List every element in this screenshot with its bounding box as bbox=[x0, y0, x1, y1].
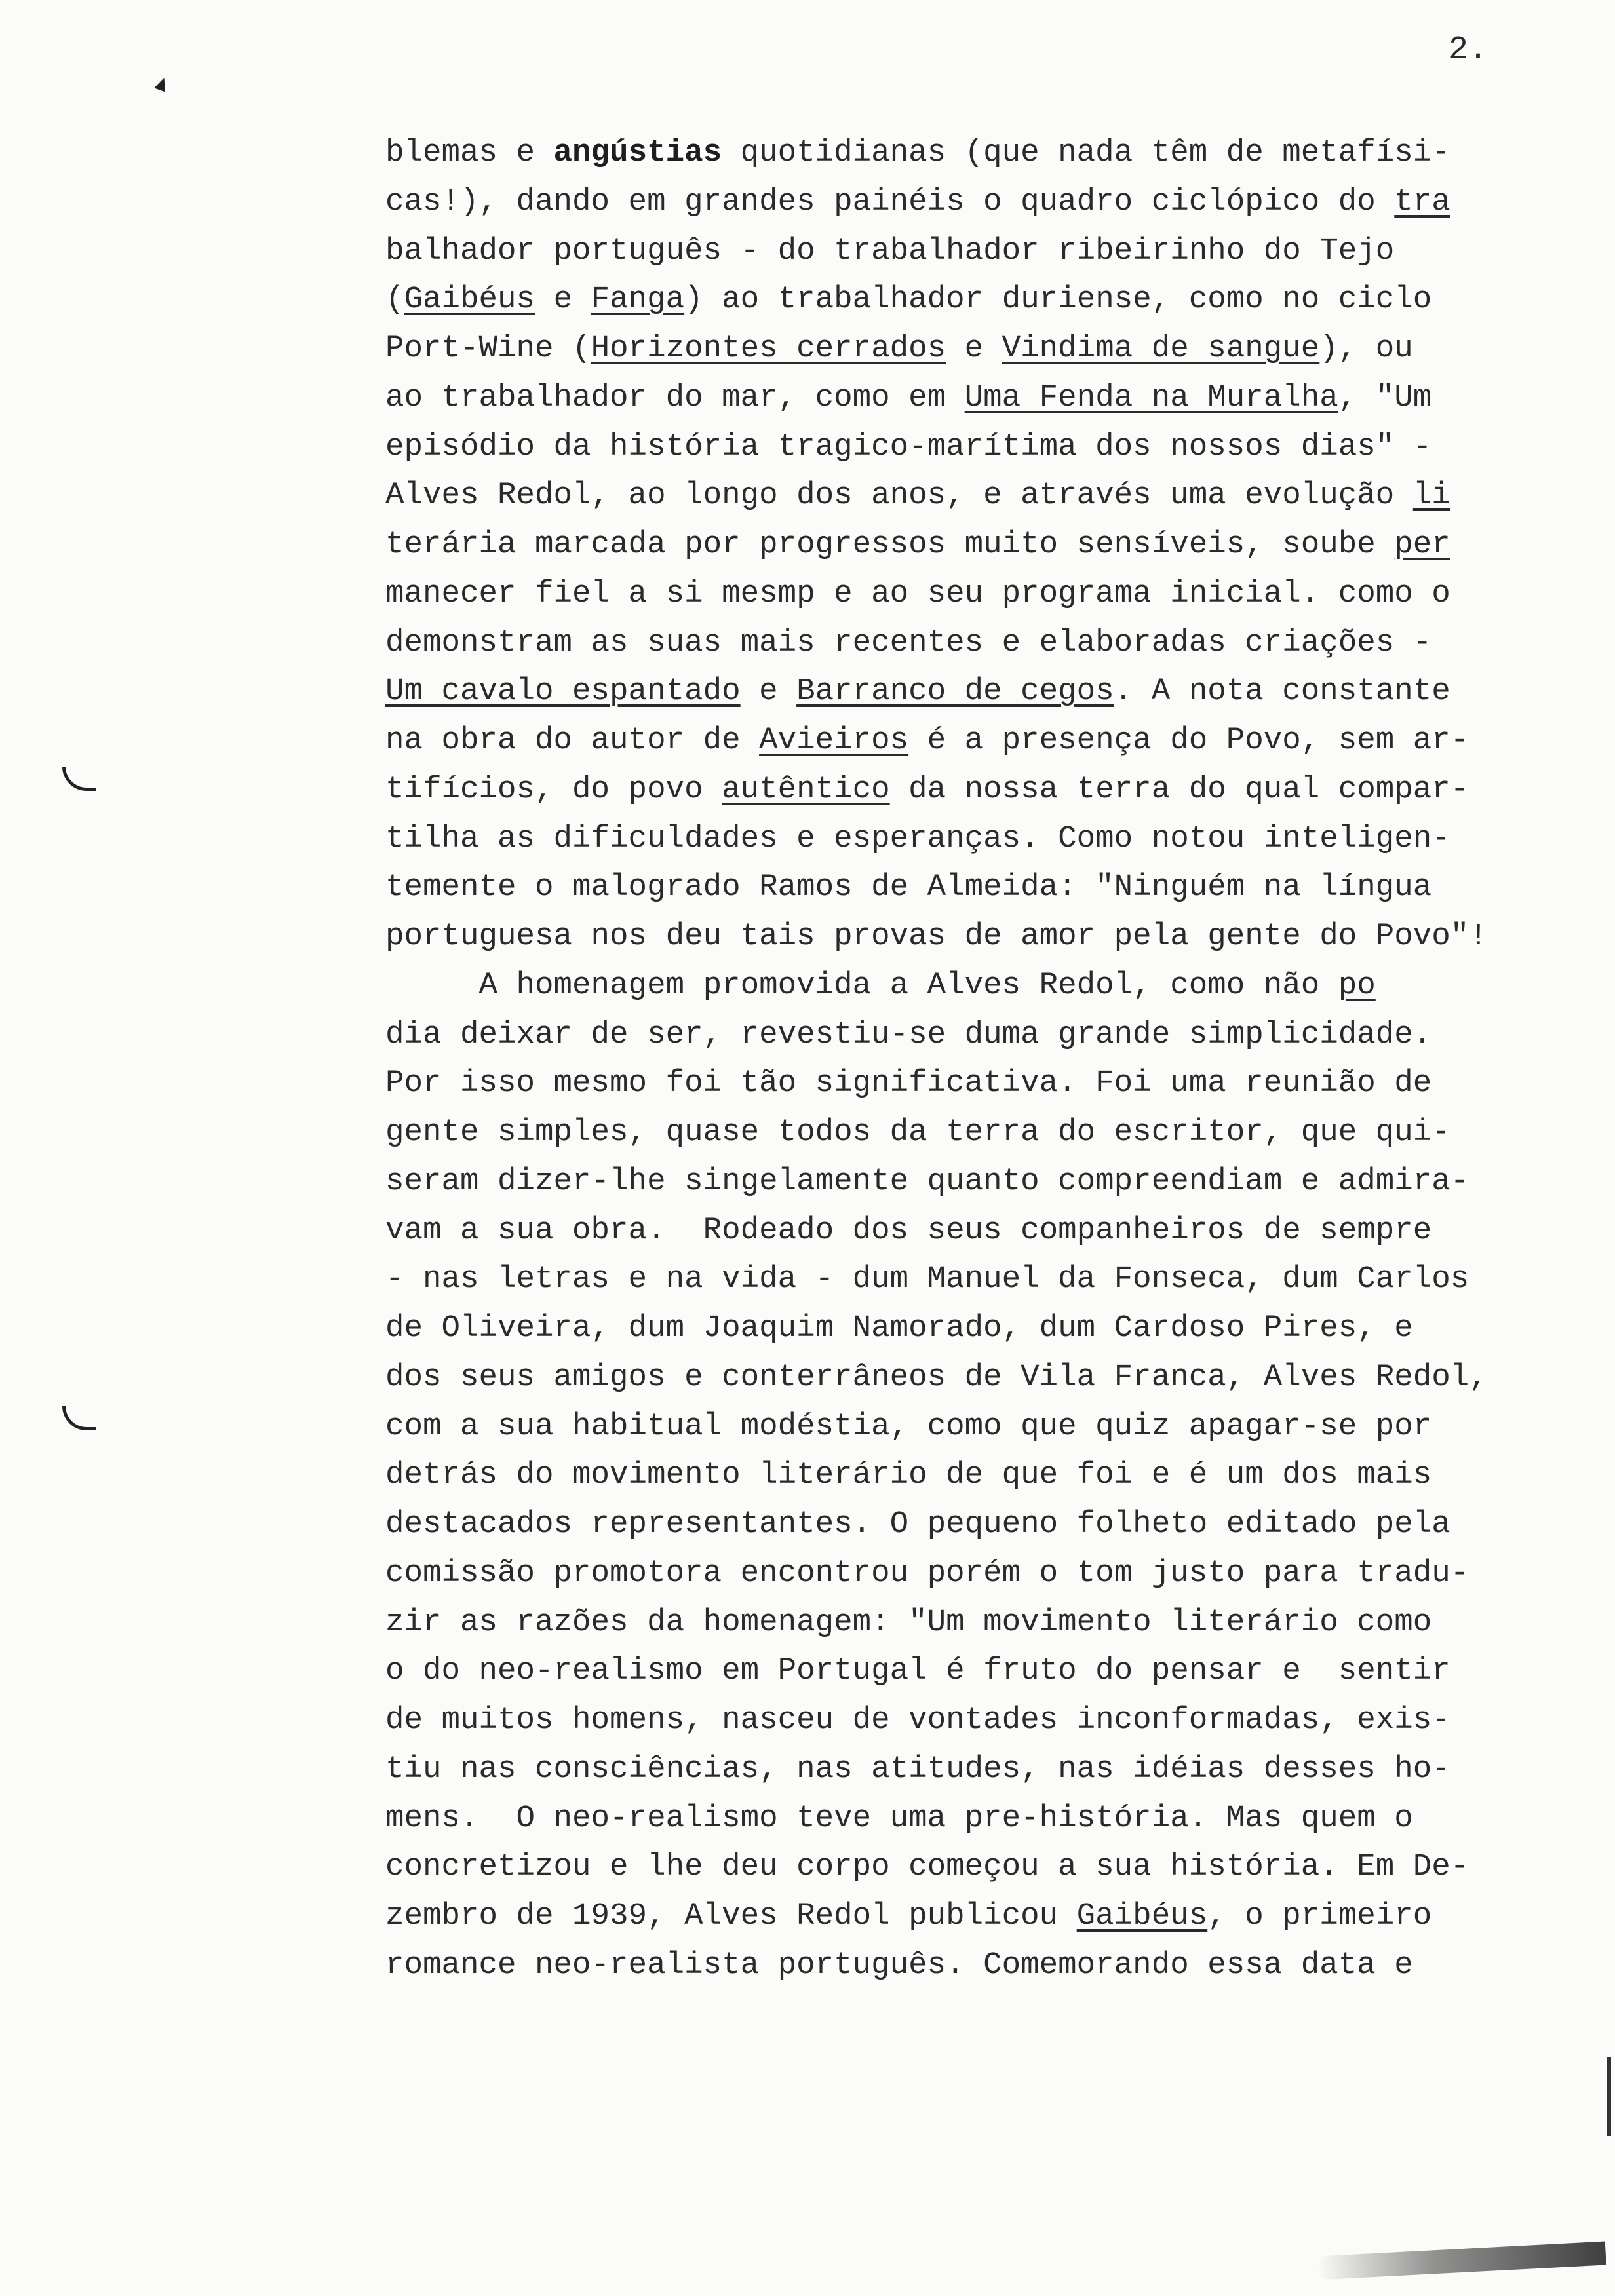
text-line bbox=[385, 863, 1488, 912]
text-segment: comissão promotora encontrou porém o tom justo para tradu- bbox=[385, 1555, 1469, 1591]
text-segment: dia deixar de ser, revestiu-se duma grande simplicidade. bbox=[385, 1016, 1432, 1052]
text-segment: portuguesa nos deu tais provas de amor pela gente do Povo"! bbox=[385, 919, 1488, 954]
text-line bbox=[385, 423, 1488, 472]
text-line bbox=[385, 912, 1488, 961]
underlined-title: autêntico bbox=[722, 771, 890, 807]
ink-speck-mark bbox=[154, 76, 170, 92]
underlined-title: Fanga bbox=[591, 282, 685, 318]
text-line bbox=[385, 1353, 1488, 1402]
text-line bbox=[385, 1059, 1488, 1108]
text-line bbox=[385, 128, 1488, 178]
underlined-title: Uma Fenda na Muralha bbox=[964, 379, 1338, 415]
text-segment: tiu nas consciências, nas atitudes, nas idéias desses ho- bbox=[385, 1751, 1450, 1787]
text-segment: ), ou bbox=[1319, 331, 1413, 366]
text-line bbox=[385, 1451, 1488, 1500]
text-line bbox=[385, 373, 1488, 423]
text-segment: cas!), dando em grandes painéis o quadro ciclópico do bbox=[385, 183, 1395, 220]
text-segment: zembro de 1939, Alves Redol publicou bbox=[385, 1898, 1077, 1934]
text-line bbox=[385, 765, 1488, 814]
text-segment: quotidianas (que nada têm de metafísi- bbox=[722, 135, 1450, 170]
text-segment: - nas letras e na vida - dum Manuel da Fonseca, dum Carlos bbox=[385, 1261, 1469, 1297]
text-segment: mens. O neo-realismo teve uma pre-história. Mas quem o bbox=[385, 1800, 1413, 1836]
text-line bbox=[385, 1745, 1488, 1794]
text-segment: terária marcada por progressos muito sensíveis, soube bbox=[385, 527, 1395, 562]
text-segment: gente simples, quase todos da terra do escritor, que qui- bbox=[385, 1115, 1450, 1150]
text-line bbox=[385, 471, 1488, 520]
underlined-title: Gaibéus bbox=[1076, 1898, 1208, 1934]
text-line bbox=[385, 1157, 1488, 1206]
text-line bbox=[385, 1892, 1488, 1941]
text-segment: Por isso mesmo foi tão significativa. Foi uma reunião de bbox=[385, 1065, 1432, 1101]
underlined-title: tra bbox=[1394, 183, 1450, 220]
text-line bbox=[385, 961, 1488, 1010]
text-segment: ( bbox=[385, 282, 404, 318]
text-line bbox=[385, 1941, 1488, 1990]
underlined-title: Barranco de cegos bbox=[796, 674, 1114, 710]
text-line bbox=[385, 1794, 1488, 1843]
text-segment: de Oliveira, dum Joaquim Namorado, dum Cardoso Pires, e bbox=[385, 1311, 1413, 1346]
text-line bbox=[385, 814, 1488, 864]
text-segment: dos seus amigos e conterrâneos de Vila Franca, Alves Redol, bbox=[385, 1359, 1488, 1395]
text-line bbox=[385, 667, 1488, 716]
text-line bbox=[385, 1843, 1488, 1892]
text-segment: ao trabalhador do mar, como em bbox=[385, 379, 965, 415]
text-line bbox=[385, 1304, 1488, 1353]
text-segment: angústias bbox=[553, 135, 722, 170]
text-segment: tifícios, do povo bbox=[385, 771, 722, 807]
text-segment: . A nota constante bbox=[1114, 674, 1450, 710]
text-line bbox=[385, 520, 1488, 569]
text-line bbox=[385, 1598, 1488, 1647]
text-segment: episódio da história tragico-marítima dos nossos dias" - bbox=[385, 429, 1432, 465]
margin-bracket-mark bbox=[62, 767, 96, 791]
text-line bbox=[385, 1108, 1488, 1157]
text-line bbox=[385, 324, 1488, 373]
text-line bbox=[385, 1500, 1488, 1549]
text-segment: e bbox=[740, 674, 797, 710]
text-segment: , "Um bbox=[1338, 379, 1432, 415]
text-segment: de muitos homens, nasceu de vontades inconformadas, exis- bbox=[385, 1702, 1450, 1738]
text-segment: destacados representantes. O pequeno folheto editado pela bbox=[385, 1506, 1450, 1542]
page-edge-mark bbox=[1317, 2242, 1606, 2280]
text-segment: demonstram as suas mais recentes e elaboradas criações - bbox=[385, 624, 1432, 660]
text-segment: manecer fiel a si mesmp e ao seu programa inicial. como o bbox=[385, 575, 1450, 611]
margin-bracket-mark bbox=[62, 1406, 96, 1430]
underlined-title: Horizontes cerrados bbox=[591, 331, 946, 366]
text-line bbox=[385, 227, 1488, 276]
underlined-title: po bbox=[1338, 967, 1376, 1003]
text-segment: ) ao trabalhador duriense, como no ciclo bbox=[684, 282, 1432, 318]
text-segment: balhador português - do trabalhador ribeirinho do Tejo bbox=[385, 233, 1395, 269]
text-segment: seram dizer-lhe singelamente quanto compreendiam e admira- bbox=[385, 1163, 1469, 1199]
text-segment: e bbox=[946, 331, 1002, 366]
page-edge-mark bbox=[1607, 2057, 1611, 2136]
text-segment: é a presença do Povo, sem ar- bbox=[908, 723, 1469, 758]
text-segment: e bbox=[535, 282, 591, 318]
text-segment: Alves Redol, ao longo dos anos, e através uma evolução bbox=[385, 478, 1413, 514]
text-segment: A homenagem promovida a Alves Redol, como não bbox=[385, 967, 1338, 1003]
text-line bbox=[385, 1696, 1488, 1745]
text-line bbox=[385, 1402, 1488, 1451]
text-segment: romance neo-realista português. Comemorando essa data e bbox=[385, 1947, 1413, 1983]
text-line bbox=[385, 1255, 1488, 1304]
text-segment: zir as razões da homenagem: "Um movimento literário como bbox=[385, 1604, 1432, 1640]
text-line bbox=[385, 275, 1488, 324]
underlined-title: Um cavalo espantado bbox=[385, 674, 741, 710]
underlined-title: per bbox=[1394, 527, 1450, 562]
text-line bbox=[385, 1647, 1488, 1696]
text-segment: da nossa terra do qual compar- bbox=[889, 771, 1469, 807]
text-line bbox=[385, 1206, 1488, 1255]
text-segment: temente o malogrado Ramos de Almeida: "Ninguém na língua bbox=[385, 870, 1432, 906]
text-segment: detrás do movimento literário de que foi e é um dos mais bbox=[385, 1457, 1432, 1493]
underlined-title: Vindima de sangue bbox=[1002, 331, 1320, 366]
underlined-title: Gaibéus bbox=[404, 282, 535, 318]
text-segment: na obra do autor de bbox=[385, 723, 760, 758]
text-line bbox=[385, 178, 1488, 227]
text-segment: blemas e bbox=[385, 135, 554, 170]
text-segment: concretizou e lhe deu corpo começou a sua história. Em De- bbox=[385, 1849, 1469, 1885]
underlined-title: li bbox=[1412, 478, 1450, 514]
text-segment: vam a sua obra. Rodeado dos seus companheiros de sempre bbox=[385, 1212, 1432, 1248]
text-line bbox=[385, 569, 1488, 619]
text-segment: com a sua habitual modéstia, como que quiz apagar-se por bbox=[385, 1408, 1432, 1444]
text-segment: Port-Wine ( bbox=[385, 331, 591, 366]
text-segment: , o primeiro bbox=[1207, 1898, 1432, 1934]
text-line bbox=[385, 716, 1488, 765]
text-line bbox=[385, 1010, 1488, 1060]
text-segment: tilha as dificuldades e esperanças. Como notou inteligen- bbox=[385, 820, 1450, 856]
text-line bbox=[385, 619, 1488, 668]
underlined-title: Avieiros bbox=[759, 723, 909, 758]
body-text bbox=[385, 128, 1488, 1990]
page-number: 2. bbox=[1449, 31, 1489, 69]
text-line bbox=[385, 1549, 1488, 1598]
text-segment: o do neo-realismo em Portugal é fruto do pensar e sentir bbox=[385, 1653, 1450, 1689]
